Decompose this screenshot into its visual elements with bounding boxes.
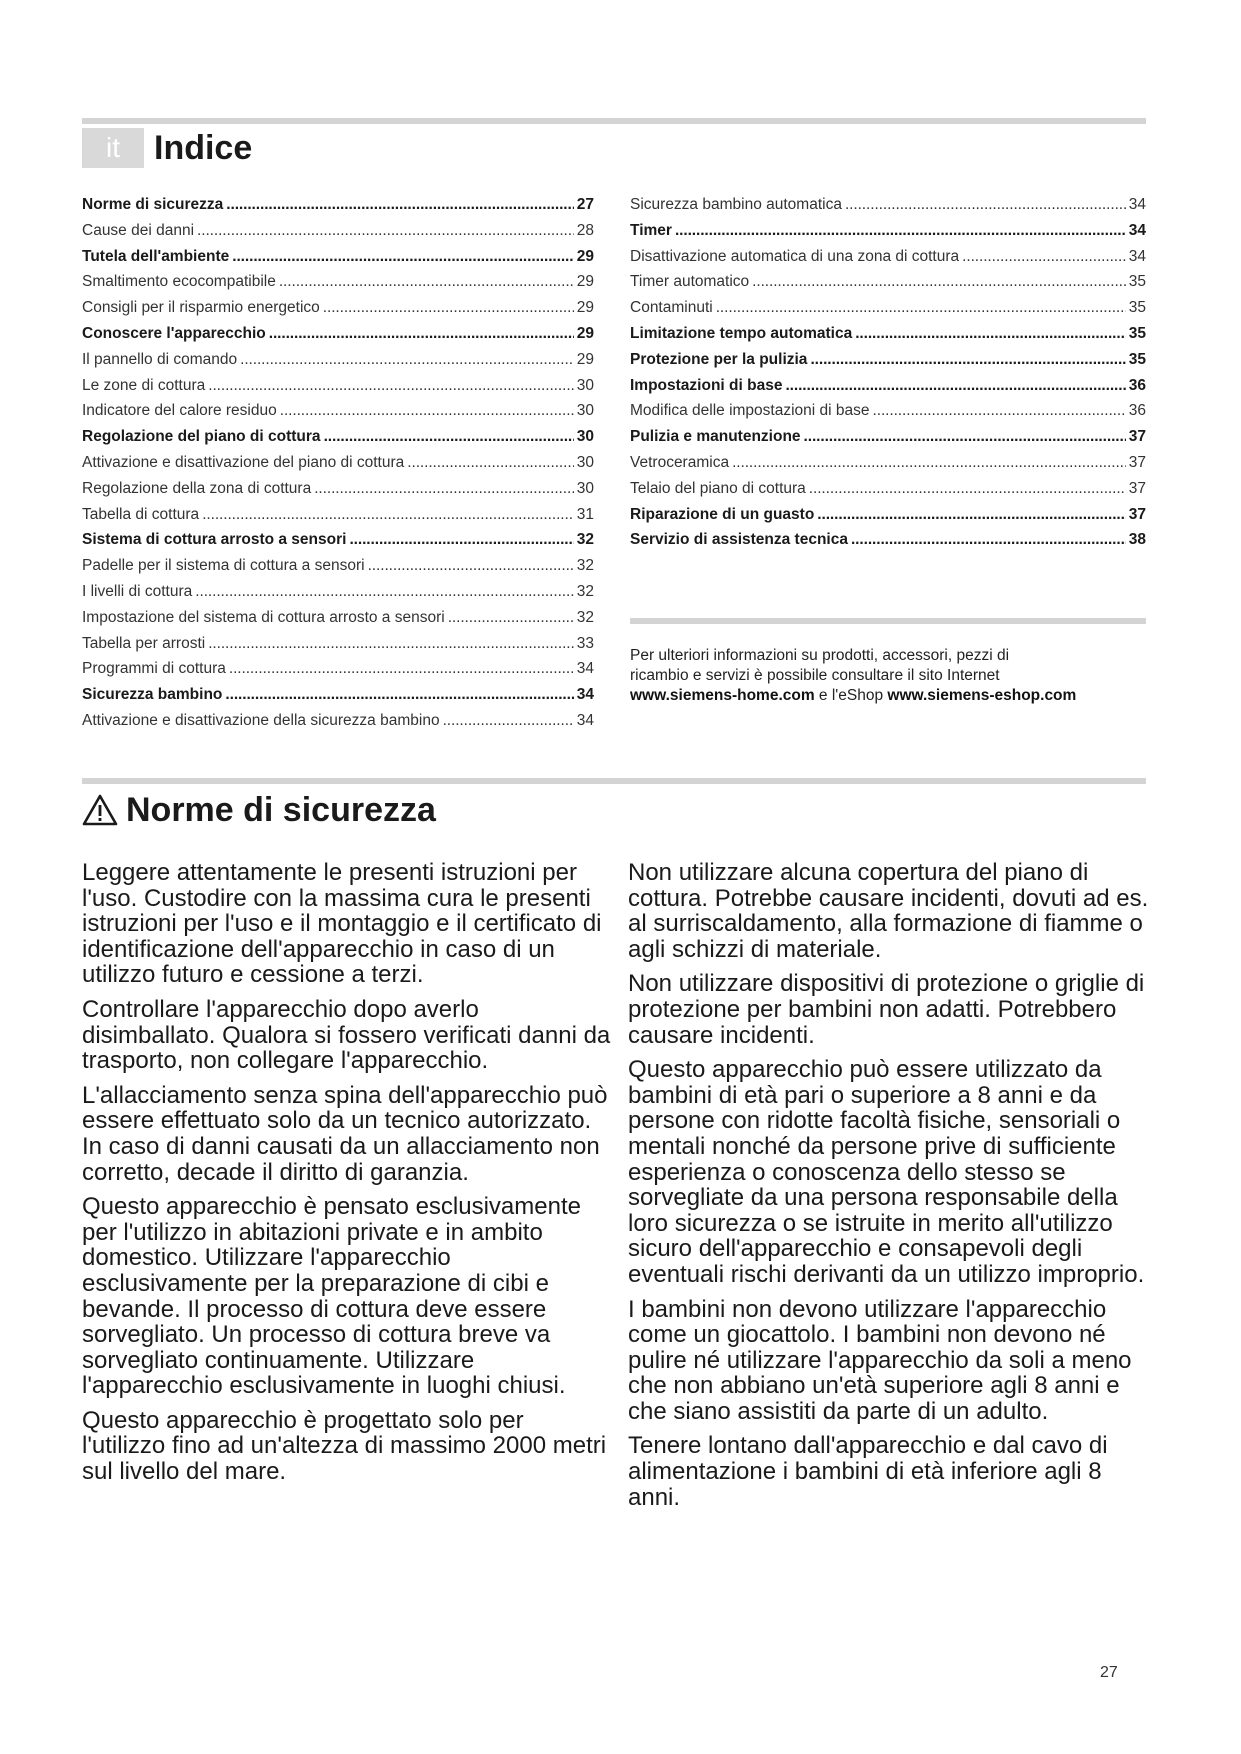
toc-entry[interactable] bbox=[630, 196, 1146, 222]
siemens-home-link[interactable]: www.siemens-home.com bbox=[630, 687, 815, 704]
siemens-eshop-link[interactable]: www.siemens-eshop.com bbox=[887, 687, 1077, 704]
toc-entry-page: 34 bbox=[576, 711, 594, 729]
section-title-text: Norme di sicurezza bbox=[126, 791, 436, 829]
toc-entry-title: Tabella per arrosti bbox=[82, 634, 206, 652]
toc-entry-title: Sicurezza bambino bbox=[82, 686, 223, 704]
toc-entry-page: 30 bbox=[576, 402, 594, 420]
toc-leader-dots bbox=[785, 377, 1125, 395]
toc-entry-title: Tabella di cottura bbox=[82, 505, 200, 523]
toc-entry-page: 34 bbox=[1128, 221, 1146, 239]
toc-entry[interactable] bbox=[630, 480, 1146, 506]
toc-entry[interactable] bbox=[630, 402, 1146, 428]
toc-entry[interactable] bbox=[630, 428, 1146, 454]
toc-leader-dots bbox=[851, 531, 1126, 549]
toc-entry-page: 35 bbox=[1128, 350, 1146, 368]
toc-entry-title: Attivazione e disattivazione del piano di cottura bbox=[82, 453, 405, 471]
language-badge: it bbox=[82, 128, 144, 168]
toc-entry-page: 32 bbox=[576, 582, 594, 600]
info-line-3 bbox=[630, 686, 1150, 706]
toc-entry-page: 34 bbox=[576, 660, 594, 678]
toc-entry[interactable] bbox=[630, 299, 1146, 325]
toc-leader-dots bbox=[732, 454, 1126, 472]
safety-paragraph: L'allacciamento senza spina dell'apparecchio può essere effettuato solo da un tecnico autorizzato. In caso di danni causati da un allacciamento non corretto, decade il diritto di garanzia. bbox=[82, 1081, 608, 1186]
page-number: 27 bbox=[1100, 1664, 1118, 1681]
toc-entry-title: Tutela dell'ambiente bbox=[82, 247, 230, 265]
toc-entry-page: 30 bbox=[576, 428, 594, 446]
toc-leader-dots bbox=[817, 506, 1125, 524]
toc-entry-title: Cause dei danni bbox=[82, 221, 195, 239]
toc-entry[interactable] bbox=[82, 377, 594, 403]
toc-entry[interactable] bbox=[82, 583, 594, 609]
toc-entry-page: 35 bbox=[1128, 324, 1146, 342]
toc-entry-title: Timer automatico bbox=[630, 273, 750, 291]
toc-leader-dots bbox=[208, 377, 574, 395]
toc-entry[interactable] bbox=[82, 325, 594, 351]
safety-right-column bbox=[628, 860, 1158, 1519]
toc-leader-dots bbox=[269, 325, 574, 343]
toc-leader-dots bbox=[202, 506, 574, 524]
toc-leader-dots bbox=[279, 273, 574, 291]
toc-entry[interactable] bbox=[82, 660, 594, 686]
toc-entry-title: Norme di sicurezza bbox=[82, 196, 224, 213]
toc-entry-title: Contaminuti bbox=[630, 299, 713, 317]
toc-entry-title: Regolazione del piano di cottura bbox=[82, 428, 321, 446]
toc-leader-dots bbox=[962, 248, 1126, 266]
toc-entry-page: 27 bbox=[576, 196, 594, 213]
toc-leader-dots bbox=[280, 402, 574, 420]
toc-entry-title: Il pannello di comando bbox=[82, 350, 238, 368]
safety-paragraph: Questo apparecchio può essere utilizzato da bambini di età pari o superiore a 8 anni e da persone con ridotte facoltà fisiche, sensoriali o mentali nonché da persone prive di sufficiente esperienza o conoscenza dello stesso se sorvegliate da una persona responsabile della loro sicurezza o se istruite in merito all'utilizzo sicuro dell'apparecchio e consapevoli degli eventuali rischi derivanti da un utilizzo improprio. bbox=[628, 1056, 1145, 1288]
toc-entry[interactable] bbox=[82, 428, 594, 454]
toc-entry-page: 37 bbox=[1128, 505, 1146, 523]
toc-leader-dots bbox=[324, 428, 574, 446]
toc-leader-dots bbox=[314, 480, 574, 498]
toc-entry-page: 36 bbox=[1128, 402, 1146, 420]
safety-left-column bbox=[82, 860, 612, 1494]
info-text bbox=[630, 646, 1150, 706]
toc-entry-title: Sicurezza bambino automatica bbox=[630, 196, 842, 213]
toc-entry[interactable] bbox=[630, 506, 1146, 532]
toc-leader-dots bbox=[810, 351, 1125, 369]
toc-entry-title: Servizio di assistenza tecnica bbox=[630, 531, 848, 549]
info-rule bbox=[630, 618, 1146, 624]
toc-entry[interactable] bbox=[630, 248, 1146, 274]
toc-entry[interactable] bbox=[82, 248, 594, 274]
toc-entry-page: 34 bbox=[576, 686, 594, 704]
toc-entry-page: 29 bbox=[576, 247, 594, 265]
toc-leader-dots bbox=[240, 351, 574, 369]
toc-entry-page: 36 bbox=[1128, 376, 1146, 394]
section-title bbox=[82, 788, 436, 832]
toc-entry-title: Indicatore del calore residuo bbox=[82, 402, 277, 420]
toc-entry[interactable] bbox=[82, 686, 594, 712]
toc-entry[interactable] bbox=[82, 531, 594, 557]
toc-entry[interactable] bbox=[630, 325, 1146, 351]
toc-entry-page: 30 bbox=[576, 479, 594, 497]
toc-entry-title: Riparazione di un guasto bbox=[630, 505, 815, 523]
toc-right-column bbox=[630, 196, 1146, 557]
toc-entry-page: 37 bbox=[1128, 453, 1146, 471]
warning-triangle-icon bbox=[82, 793, 118, 827]
toc-leader-dots bbox=[197, 222, 574, 240]
toc-leader-dots bbox=[195, 583, 573, 601]
toc-entry-page: 30 bbox=[576, 376, 594, 394]
toc-entry[interactable] bbox=[82, 635, 594, 661]
toc-entry-page: 31 bbox=[576, 505, 594, 523]
toc-entry[interactable] bbox=[82, 196, 594, 222]
toc-entry[interactable] bbox=[82, 402, 594, 428]
toc-leader-dots bbox=[448, 609, 574, 627]
section-rule bbox=[82, 778, 1146, 784]
toc-entry-title: Padelle per il sistema di cottura a sensori bbox=[82, 557, 365, 575]
toc-entry-title: Timer bbox=[630, 221, 672, 239]
info-line-2: ricambio e servizi è possibile consultare il sito Internet bbox=[630, 667, 1000, 684]
toc-entry-page: 30 bbox=[576, 453, 594, 471]
toc-leader-dots bbox=[407, 454, 573, 472]
toc-entry-title: Attivazione e disattivazione della sicurezza bambino bbox=[82, 711, 440, 729]
toc-entry-page: 28 bbox=[576, 221, 594, 239]
toc-entry[interactable] bbox=[82, 273, 594, 299]
toc-entry-page: 29 bbox=[576, 324, 594, 342]
info-mid: e l'eShop bbox=[814, 687, 888, 704]
toc-entry[interactable] bbox=[82, 480, 594, 506]
toc-entry[interactable] bbox=[630, 377, 1146, 403]
toc-entry-title: Impostazioni di base bbox=[630, 376, 783, 394]
safety-paragraph: I bambini non devono utilizzare l'apparecchio come un giocattolo. I bambini non devono né pulire né utilizzare l'apparecchio da soli a meno che non abbiano un'età superiore agli 8 anni e che siano assistiti da parte di un adulto. bbox=[628, 1295, 1132, 1425]
toc-entry-title: Protezione per la pulizia bbox=[630, 350, 808, 368]
toc-entry[interactable] bbox=[82, 299, 594, 325]
toc-leader-dots bbox=[349, 531, 573, 549]
toc-entry-page: 34 bbox=[1128, 196, 1146, 213]
safety-paragraph: Questo apparecchio è progettato solo per l'utilizzo fino ad un'altezza di massimo 2000 metri sul livello del mare. bbox=[82, 1406, 607, 1486]
toc-entry[interactable] bbox=[630, 351, 1146, 377]
toc-leader-dots bbox=[225, 686, 573, 704]
toc-entry[interactable] bbox=[630, 531, 1146, 557]
toc-entry-page: 37 bbox=[1128, 479, 1146, 497]
toc-entry-title: Vetroceramica bbox=[630, 453, 730, 471]
toc-leader-dots bbox=[873, 402, 1126, 420]
safety-paragraph: Tenere lontano dall'apparecchio e dal cavo di alimentazione i bambini di età inferiore agli 8 anni. bbox=[628, 1432, 1108, 1511]
toc-entry-page: 38 bbox=[1128, 531, 1146, 549]
toc-entry[interactable] bbox=[82, 454, 594, 480]
toc-entry-page: 29 bbox=[576, 299, 594, 317]
toc-entry[interactable] bbox=[82, 506, 594, 532]
toc-entry-title: Conoscere l'apparecchio bbox=[82, 324, 266, 342]
toc-leader-dots bbox=[323, 299, 574, 317]
toc-leader-dots bbox=[368, 557, 574, 575]
toc-entry-page: 34 bbox=[1128, 247, 1146, 265]
top-rule bbox=[82, 118, 1146, 124]
toc-entry-title: I livelli di cottura bbox=[82, 582, 193, 600]
toc-left-column bbox=[82, 196, 594, 738]
toc-leader-dots bbox=[716, 299, 1126, 317]
toc-entry-title: Programmi di cottura bbox=[82, 660, 226, 678]
toc-leader-dots bbox=[443, 712, 574, 730]
toc-entry-title: Limitazione tempo automatica bbox=[630, 324, 853, 342]
toc-leader-dots bbox=[675, 222, 1126, 240]
toc-entry-title: Smaltimento ecocompatibile bbox=[82, 273, 276, 291]
toc-entry[interactable] bbox=[630, 454, 1146, 480]
toc-entry-title: Regolazione della zona di cottura bbox=[82, 479, 312, 497]
safety-paragraph: Non utilizzare alcuna copertura del piano di cottura. Potrebbe causare incidenti, dovuti ad es. al surriscaldamento, alla formazione di fiamme o agli schizzi di materiale. bbox=[628, 859, 1149, 963]
toc-entry-title: Telaio del piano di cottura bbox=[630, 479, 806, 497]
toc-leader-dots bbox=[208, 635, 574, 653]
toc-entry-page: 32 bbox=[576, 608, 594, 626]
toc-entry[interactable] bbox=[630, 273, 1146, 299]
toc-entry-title: Impostazione del sistema di cottura arrosto a sensori bbox=[82, 608, 445, 626]
toc-entry[interactable] bbox=[82, 557, 594, 583]
toc-title: Indice bbox=[154, 129, 253, 167]
toc-leader-dots bbox=[229, 660, 574, 678]
toc-entry-title: Le zone di cottura bbox=[82, 376, 206, 394]
toc-entry[interactable] bbox=[82, 351, 594, 377]
toc-entry[interactable] bbox=[630, 222, 1146, 248]
safety-paragraph: Non utilizzare dispositivi di protezione o griglie di protezione per bambini non adatti. Potrebbero causare incidenti. bbox=[628, 970, 1145, 1049]
toc-entry-page: 35 bbox=[1128, 299, 1146, 317]
toc-entry-page: 29 bbox=[576, 350, 594, 368]
toc-leader-dots bbox=[232, 248, 574, 266]
toc-entry-page: 37 bbox=[1128, 428, 1146, 446]
toc-entry-title: Consigli per il risparmio energetico bbox=[82, 299, 320, 317]
toc-entry-page: 35 bbox=[1128, 273, 1146, 291]
toc-entry[interactable] bbox=[82, 712, 594, 738]
toc-entry-title: Modifica delle impostazioni di base bbox=[630, 402, 870, 420]
safety-paragraph: Controllare l'apparecchio dopo averlo disimballato. Qualora si fossero verificati danni da trasporto, non collegare l'apparecchio. bbox=[82, 995, 611, 1075]
safety-paragraph: Questo apparecchio è pensato esclusivamente per l'utilizzo in abitazioni private e in ambito domestico. Utilizzare l'apparecchio esclusivamente per la preparazione di cibi e bevande. Il processo di cottura deve essere sorvegliato. Un processo di cottura breve va sorvegliato continuamente. Utilizzare l'apparecchio esclusivamente in luoghi chiusi. bbox=[82, 1193, 581, 1400]
toc-entry-title: Disattivazione automatica di una zona di cottura bbox=[630, 247, 960, 265]
toc-leader-dots bbox=[752, 273, 1126, 291]
toc-entry[interactable] bbox=[82, 222, 594, 248]
info-line-1: Per ulteriori informazioni su prodotti, accessori, pezzi di bbox=[630, 647, 1010, 664]
toc-entry-title: Sistema di cottura arrosto a sensori bbox=[82, 531, 347, 549]
safety-paragraph: Leggere attentamente le presenti istruzioni per l'uso. Custodire con la massima cura le presenti istruzioni per l'uso e il montaggio e il certificato di identificazione dell'apparecchio in caso di un utilizzo futuro e cessione a terzi. bbox=[82, 859, 602, 989]
toc-leader-dots bbox=[804, 428, 1126, 446]
toc-entry-page: 29 bbox=[576, 273, 594, 291]
toc-entry-page: 32 bbox=[576, 531, 594, 549]
toc-entry-page: 33 bbox=[576, 634, 594, 652]
toc-leader-dots bbox=[855, 325, 1126, 343]
toc-leader-dots bbox=[845, 196, 1126, 214]
toc-entry-page: 32 bbox=[576, 557, 594, 575]
toc-entry-title: Pulizia e manutenzione bbox=[630, 428, 801, 446]
toc-entry[interactable] bbox=[82, 609, 594, 635]
toc-leader-dots bbox=[226, 196, 573, 214]
toc-leader-dots bbox=[809, 480, 1126, 498]
